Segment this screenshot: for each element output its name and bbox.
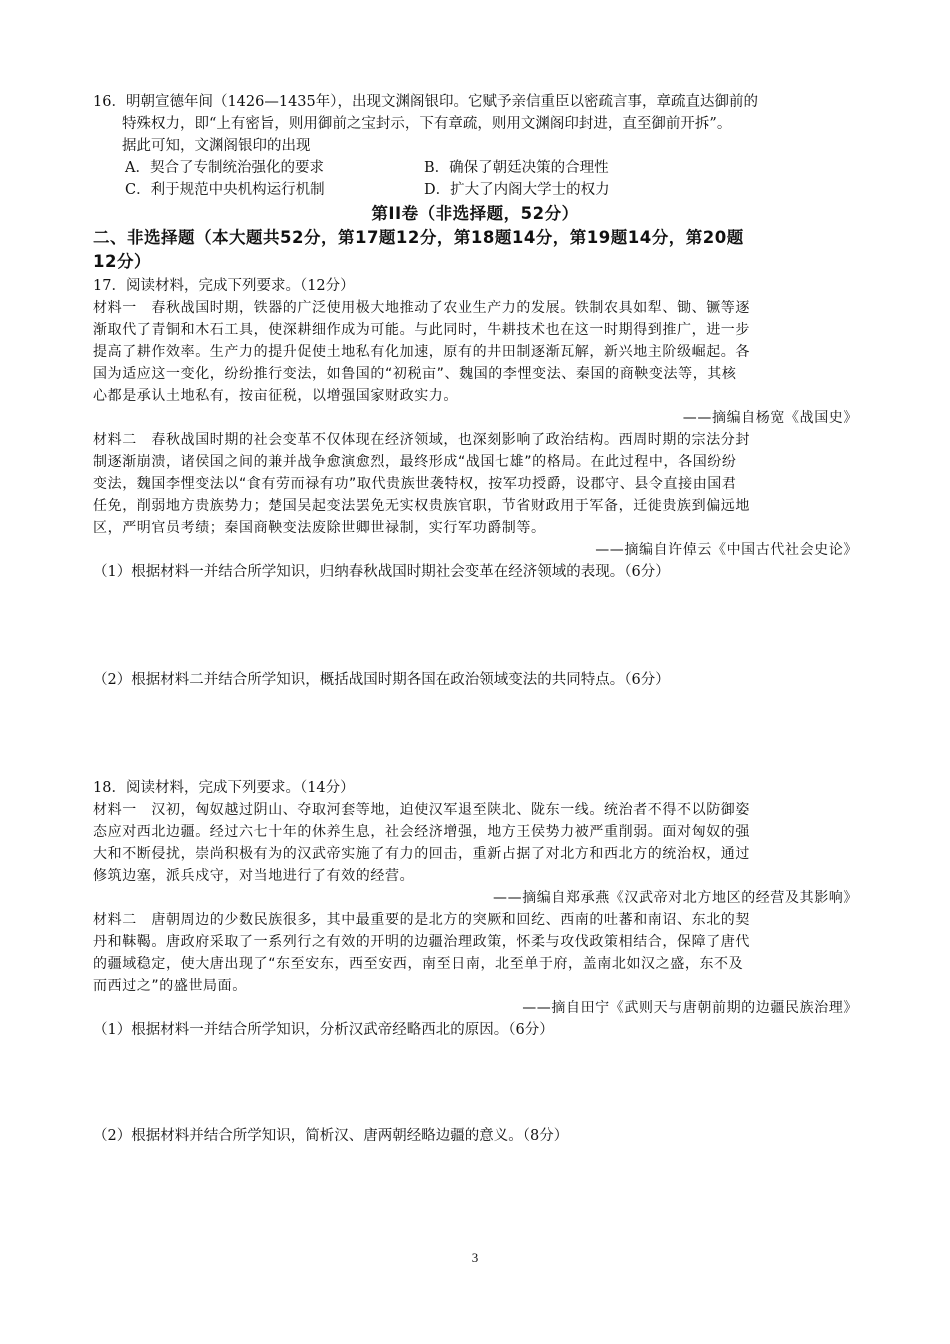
q18-material1-line: 修筑边塞，派兵戍守，对当地进行了有效的经营。 xyxy=(93,868,415,884)
q16-option-a: A．契合了专制统治强化的要求 xyxy=(125,160,324,176)
q16-option-c: C．利于规范中央机构运行机制 xyxy=(125,182,325,198)
q17-material1-line: 材料一 春秋战国时期，铁器的广泛使用极大地推动了农业生产力的发展。铁制农具如犁、锄、镢等逐 xyxy=(93,300,750,316)
q17-material2-line: 任免，削弱地方贵族势力；楚国吴起变法罢免无实权贵族官职，节省财政用于军备，迁徙贵族到偏远地 xyxy=(93,498,750,514)
q16-stem-line-1: 16．明朝宣德年间（1426—1435年），出现文渊阁银印。它赋予亲信重臣以密疏言事，章疏直达御前的 xyxy=(93,94,758,110)
q17-material2-line: 区，严明官员考绩；秦国商鞅变法废除世卿世禄制，实行军功爵制等。 xyxy=(93,520,546,536)
q17-material2-source: ——摘编自许倬云《中国古代社会史论》 xyxy=(595,542,858,558)
q17-material1-line: 心都是承认土地私有，按亩征税，以增强国家财政实力。 xyxy=(93,388,458,404)
q17-intro: 17．阅读材料，完成下列要求。（12分） xyxy=(93,278,355,294)
q18-material1-line: 材料一 汉初，匈奴越过阴山、夺取河套等地，迫使汉军退至陕北、陇东一线。统治者不得不以防御姿 xyxy=(93,802,750,818)
q17-material2-line: 材料二 春秋战国时期的社会变革不仅体现在经济领域，也深刻影响了政治结构。西周时期的宗法分封 xyxy=(93,432,750,448)
q17-material1-line: 渐取代了青铜和木石工具，使深耕细作成为可能。与此同时，牛耕技术也在这一时期得到推广，进一步 xyxy=(93,322,750,338)
q18-intro: 18．阅读材料，完成下列要求。（14分） xyxy=(93,780,355,796)
q17-material1-line: 提高了耕作效率。生产力的提升促使土地私有化加速，原有的井田制逐渐瓦解，新兴地主阶级崛起。各 xyxy=(93,344,750,360)
q17-subquestion-1: （1）根据材料一并结合所学知识，归纳春秋战国时期社会变革在经济领域的表现。（6分） xyxy=(93,564,670,580)
q18-material2-line: 而西过之”的盛世局面。 xyxy=(93,978,247,994)
page-number: 3 xyxy=(471,1250,479,1265)
q17-material1-source: ——摘编自杨宽《战国史》 xyxy=(682,410,858,426)
q17-material2-line: 变法，魏国李悝变法以“食有劳而禄有功”取代贵族世袭特权，按军功授爵，设郡守、县令直接由国君 xyxy=(93,476,737,492)
q18-material2-line: 丹和靺鞨。唐政府采取了一系列行之有效的开明的边疆治理政策，怀柔与攻伐政策相结合，保障了唐代 xyxy=(93,934,750,950)
q18-material2-source: ——摘自田宁《武则天与唐朝前期的边疆民族治理》 xyxy=(522,1000,858,1016)
q18-material2-line: 材料二 唐朝周边的少数民族很多，其中最重要的是北方的突厥和回纥、西南的吐蕃和南诏、东北的契 xyxy=(93,912,750,928)
q18-subquestion-1: （1）根据材料一并结合所学知识，分析汉武帝经略西北的原因。（6分） xyxy=(93,1022,554,1038)
q17-material2-line: 制逐渐崩溃，诸侯国之间的兼并战争愈演愈烈，最终形成“战国七雄”的格局。在此过程中，各国纷纷 xyxy=(93,454,737,470)
q18-material1-source: ——摘编自郑承燕《汉武帝对北方地区的经营及其影响》 xyxy=(493,890,858,906)
q16-stem-line-3: 据此可知，文渊阁银印的出现 xyxy=(122,138,311,154)
q16-option-b: B．确保了朝廷决策的合理性 xyxy=(424,160,609,176)
section-heading-line-1: 二、非选择题（本大题共52分，第17题12分，第18题14分，第19题14分，第20题 xyxy=(93,228,744,247)
section-title: 第II卷（非选择题，52分） xyxy=(371,204,579,223)
section-heading-line-2: 12分） xyxy=(93,252,151,271)
q18-material1-line: 态应对西北边疆。经过六七十年的休养生息，社会经济增强，地方王侯势力被严重削弱。面对匈奴的强 xyxy=(93,824,750,840)
q17-material1-line: 国为适应这一变化，纷纷推行变法，如鲁国的“初税亩”、魏国的李悝变法、秦国的商鞅变法等，其核 xyxy=(93,366,737,382)
q18-subquestion-2: （2）根据材料并结合所学知识，简析汉、唐两朝经略边疆的意义。（8分） xyxy=(93,1128,569,1144)
q18-material2-line: 的疆域稳定，使大唐出现了“东至安东，西至安西，南至日南，北至单于府，盖南北如汉之盛，东不及 xyxy=(93,956,744,972)
q16-stem-line-2: 特殊权力，即“上有密旨，则用御前之宝封示，下有章疏，则用文渊阁印封进，直至御前开拆”。 xyxy=(122,116,732,132)
q17-subquestion-2: （2）根据材料二并结合所学知识，概括战国时期各国在政治领域变法的共同特点。（6分） xyxy=(93,672,670,688)
q18-material1-line: 大和不断侵扰，崇尚积极有为的汉武帝实施了有力的回击，重新占据了对北方和西北方的统治权，通过 xyxy=(93,846,750,862)
q16-option-d: D．扩大了内阁大学士的权力 xyxy=(424,182,610,198)
